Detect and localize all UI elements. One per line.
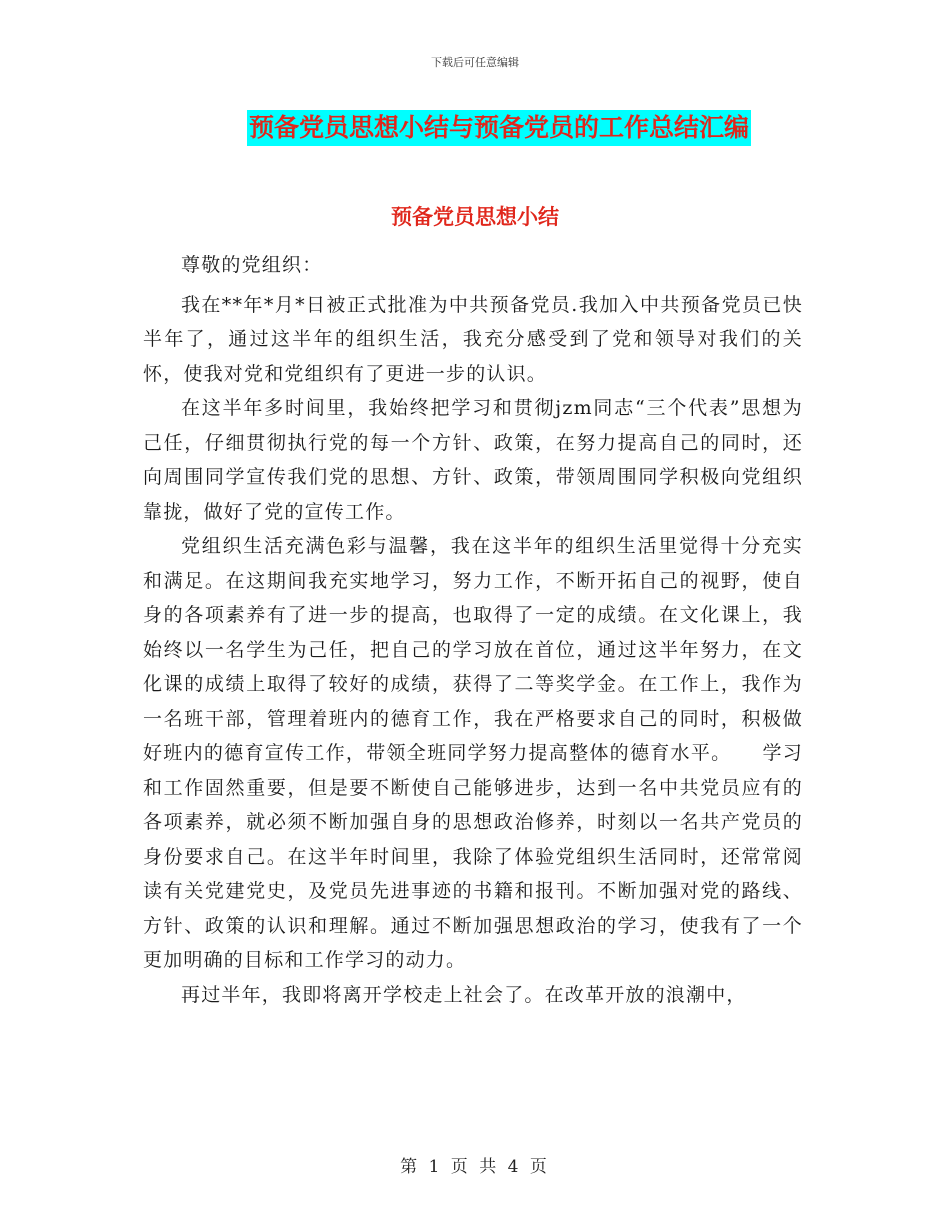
salutation: 尊敬的党组织： <box>181 254 323 276</box>
paragraph-4: 再过半年，我即将离开学校走上社会了。在改革开放的浪潮中， <box>181 983 747 1006</box>
main-title: 预备党员思想小结与预备党员的工作总结汇编 <box>247 110 751 146</box>
header-note: 下载后可任意编辑 <box>431 56 519 69</box>
document-body <box>143 248 803 1012</box>
sub-title: 预备党员思想小结 <box>391 205 559 229</box>
paragraph-2: 在这半年多时间里，我始终把学习和贯彻jzm同志“三个代表”思想为己任，仔细贯彻执行党的每一个方针、政策，在努力提高自己的同时，还向周围同学宣传我们党的思想、方针、政策，带领周围同学积极向党组织靠拢，做好了党的宣传工作。 <box>143 397 803 523</box>
main-title-container <box>0 110 950 146</box>
paragraph-1: 我在**年*月*日被正式批准为中共预备党员.我加入中共预备党员已快半年了，通过这半年的组织生活，我充分感受到了党和领导对我们的关怀，使我对党和党组织有了更进一步的认识。 <box>143 293 803 385</box>
page-footer: 第 1 页 共 4 页 <box>400 1157 550 1177</box>
paragraph-3: 党组织生活充满色彩与温馨，我在这半年的组织生活里觉得十分充实和满足。在这期间我充实地学习，努力工作，不断开拓自己的视野，使自身的各项素养有了进一步的提高，也取得了一定的成绩。在文化课上，我始终以一名学生为己任，把自己的学习放在首位，通过这半年努力，在文化课的成绩上取得了较好的成绩，获得了二等奖学金。在工作上，我作为一名班干部，管理着班内的德育工作，我在严格要求自己的同时，积极做好班内的德育宣传工作，带领全班同学努力提高整体的德育水平。 学习和工作固然重要，但是要不断使自己能够进步，达到一名中共党员应有的各项素养，就必须不断加强自身的思想政治修养，时刻以一名共产党员的身份要求自己。在这半年时间里，我除了体验党组织生活同时，还常常阅读有关党建党史，及党员先进事迹的书籍和报刊。不断加强对党的路线、方针、政策的认识和理解。通过不断加强思想政治的学习，使我有了一个更加明确的目标和工作学习的动力。 <box>143 535 803 971</box>
